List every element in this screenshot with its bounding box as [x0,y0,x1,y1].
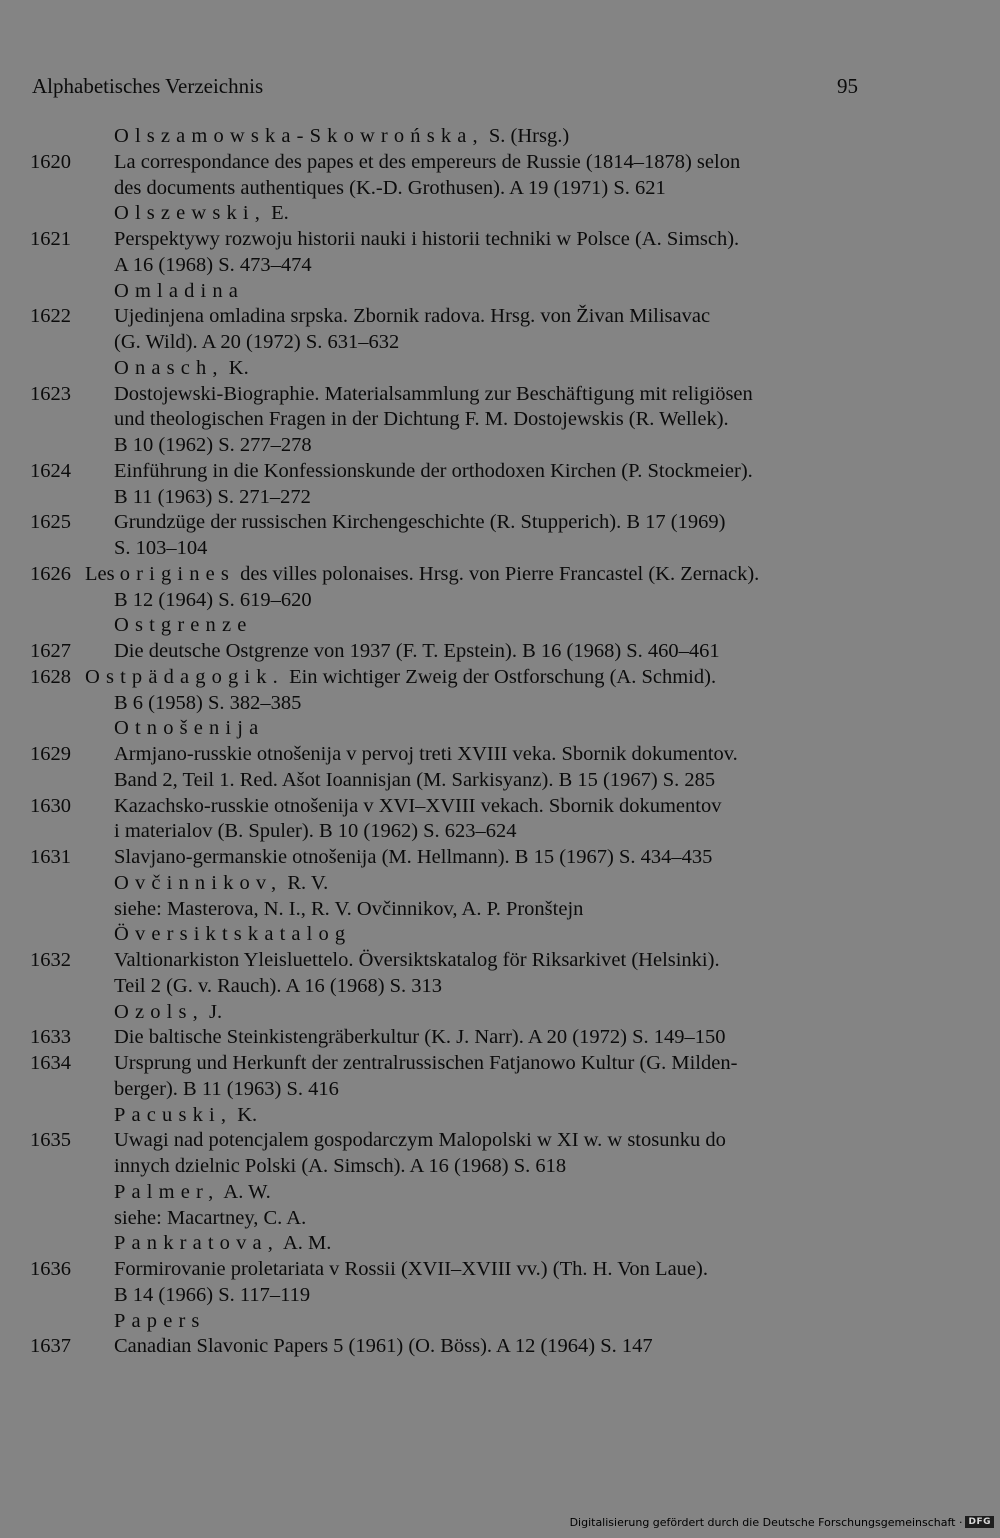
heading-keyword: Ostgrenze [114,614,253,637]
heading-keyword: Ovčinnikov, [114,871,283,894]
index-line [30,897,870,923]
entry-body: Dostojewski-Biographie. Materialsammlung zur Beschäftigung mit religiösen [114,382,753,405]
entry-body: Kazachsko-russkie otnošenija v XVI–XVIII vekach. Sbornik dokumentov [114,794,722,817]
index-line [30,304,870,330]
entry-number: 1630 [30,794,71,817]
entry-text [114,742,738,768]
index-line [30,768,870,794]
index-line [30,588,870,614]
entry-number: 1628 [30,665,71,688]
index-line [30,562,870,588]
page-number: 95 [837,74,858,98]
index-line [30,1025,870,1051]
entry-body: K. [223,356,249,379]
entry-number: 1621 [30,228,71,250]
entry-text [114,1180,271,1206]
entry-body: siehe: Macartney, C. A. [114,1206,307,1229]
entry-number: 1623 [30,382,71,405]
entry-body: E. [266,202,289,225]
index-line [30,150,870,176]
entry-text [114,1257,708,1283]
entry-text [114,253,312,279]
index-list [30,124,870,1360]
entry-text [114,794,721,820]
index-heading [30,1000,870,1026]
index-line [30,382,870,408]
entry-number: 1626 [30,562,71,585]
entry-number: 1625 [30,511,71,534]
index-line [30,176,870,202]
entry-number: 1635 [30,1129,71,1152]
entry-body: B 11 (1963) S. 271–272 [114,485,311,508]
index-line [30,1077,870,1103]
index-line [30,639,870,665]
entry-text [114,356,249,382]
entry-body: J. [203,1000,223,1023]
entry-body: Die baltische Steinkistengräberkultur (K. J. Narr). A 20 (1972) S. 149–150 [114,1026,726,1049]
entry-text [114,639,720,665]
index-line [30,459,870,485]
entry-text [114,871,328,897]
index-line [30,691,870,717]
entry-text [114,1025,725,1051]
index-line [30,1154,870,1180]
index-line [30,1051,870,1077]
index-line [30,433,870,459]
index-line [30,1257,870,1283]
entry-text [114,176,666,202]
entry-text [114,1283,310,1309]
entry-text [114,974,442,1000]
entry-body: Uwagi nad potencjalem gospodarczym Malopolski w XI w. w stosunku do [114,1129,726,1152]
entry-body: Ursprung und Herkunft der zentralrussischen Fatjanowo Kultur (G. Milden- [114,1052,738,1074]
entry-text [114,588,312,614]
entry-body: Canadian Slavonic Papers 5 (1961) (O. Böss). A 12 (1964) S. 147 [114,1335,653,1358]
entry-text [114,459,753,485]
running-title: Alphabetisches Verzeichnis [32,74,264,98]
heading-keyword: Ostpädagogik. [85,665,284,688]
entry-text [114,845,712,871]
entry-body: siehe: Masterova, N. I., R. V. Ovčinnikov, A. P. Pronštejn [114,897,584,920]
entry-text [114,691,301,717]
index-line [30,948,870,974]
entry-text [85,665,716,691]
entry-body: A. M. [279,1232,332,1255]
index-heading [30,1309,870,1335]
index-heading [30,613,870,639]
entry-body: K. [232,1103,258,1126]
entry-number: 1622 [30,305,71,328]
index-line [30,974,870,1000]
entry-body: B 14 (1966) S. 117–119 [114,1283,311,1306]
index-heading [30,124,870,150]
heading-keyword: Papers [114,1309,206,1332]
entry-number: 1627 [30,640,71,662]
index-heading [30,716,870,742]
heading-keyword: Översiktskatalog [114,923,352,946]
entry-text [114,922,351,948]
entry-body: des documents authentiques (K.-D. Grothusen). A 19 (1971) S. 621 [114,176,666,199]
entry-text [114,124,569,150]
entry-text [114,201,289,227]
index-line [30,819,870,845]
entry-number: 1637 [30,1335,71,1358]
page-header [32,74,858,104]
entry-text [114,1051,737,1077]
entry-body: Band 2, Teil 1. Red. Ašot Ioannisjan (M. Sarkisyanz). B 15 (1967) S. 285 [114,768,716,791]
entry-body: Einführung in die Konfessionskunde der orthodoxen Kirchen (P. Stockmeier). [114,459,753,482]
entry-text [114,1206,306,1232]
entry-text [114,948,720,974]
entry-text [114,1154,566,1180]
heading-keyword: Ozols, [114,1000,204,1023]
entry-text [114,510,725,536]
entry-text [114,716,264,742]
entry-text [114,1309,206,1335]
heading-keyword: Olszamowska-Skowrońska, [114,125,484,147]
index-line [30,330,870,356]
entry-text [114,227,739,253]
heading-keyword: Omladina [114,279,245,302]
entry-number: 1629 [30,743,71,765]
index-heading [30,1231,870,1257]
footer [570,1512,994,1532]
entry-body: Ein wichtiger Zweig der Ostforschung (A. Schmid). [283,665,717,688]
entry-body: S. 103–104 [114,537,208,559]
entry-body: R. V. [282,871,329,894]
entry-body: Armjano-russkie otnošenija v pervoj treti XVIII veka. Sbornik dokumentov. [114,743,738,765]
entry-number: 1620 [30,150,71,173]
entry-text [114,768,715,794]
index-line [30,742,870,768]
entry-body: Valtionarkiston Yleisluettelo. Översiktskatalog för Riksarkivet (Helsinki). [114,949,720,971]
entry-prefix: Les [85,562,120,585]
heading-keyword: Palmer, [114,1180,220,1203]
entry-text [114,1231,331,1257]
heading-keyword: Pankratova, [114,1232,279,1255]
entry-body: Perspektywy rozwoju historii nauki i historii techniki w Polsce (A. Simsch). [114,228,740,250]
index-heading [30,356,870,382]
entry-body: i materialov (B. Spuler). B 10 (1962) S. 623–624 [114,820,517,843]
entry-body: Slavjano-germanskie otnošenija (M. Hellmann). B 15 (1967) S. 434–435 [114,846,713,868]
entry-body: und theologischen Fragen in der Dichtung F. M. Dostojewskis (R. Wellek). [114,408,729,431]
entry-body: Die deutsche Ostgrenze von 1937 (F. T. Epstein). B 16 (1968) S. 460–461 [114,640,720,662]
entry-body: S. (Hrsg.) [483,125,570,147]
heading-keyword: Otnošenija [114,717,265,740]
entry-number: 1633 [30,1026,71,1049]
index-line [30,510,870,536]
index-line [30,253,870,279]
index-heading [30,1180,870,1206]
entry-text [114,382,753,408]
entry-text [114,536,207,562]
heading-keyword: origines [119,562,235,585]
entry-text [114,407,729,433]
entry-text [114,1334,653,1360]
heading-keyword: Onasch, [114,356,224,379]
index-line [30,1128,870,1154]
index-line [30,1206,870,1232]
entry-text [114,1128,726,1154]
index-line [30,665,870,691]
index-heading [30,1103,870,1129]
index-line [30,1283,870,1309]
index-heading [30,201,870,227]
entry-text [114,485,311,511]
entry-body: Teil 2 (G. v. Rauch). A 16 (1968) S. 313 [114,974,443,997]
entry-body: berger). B 11 (1963) S. 416 [114,1077,339,1100]
index-heading [30,279,870,305]
entry-body: des villes polonaises. Hrsg. von Pierre Francastel (K. Zernack). [234,562,760,585]
entry-number: 1634 [30,1052,71,1074]
entry-text [85,562,759,588]
entry-body: B 10 (1962) S. 277–278 [114,434,312,456]
entry-text [114,897,583,923]
index-line [30,485,870,511]
entry-text [114,1000,222,1026]
entry-body: A. W. [219,1180,271,1203]
entry-text [114,1077,339,1103]
index-line [30,536,870,562]
entry-text [114,819,517,845]
entry-number: 1624 [30,459,71,482]
entry-body: Ujedinjena omladina srpska. Zbornik radova. Hrsg. von Živan Milisavac [114,305,711,328]
entry-text [114,330,399,356]
entry-body: Formirovanie proletariata v Rossii (XVII–XVIII vv.) (Th. H. Von Laue). [114,1258,708,1280]
entry-body: La correspondance des papes et des empereurs de Russie (1814–1878) selon [114,150,741,173]
index-line [30,1334,870,1360]
entry-body: (G. Wild). A 20 (1972) S. 631–632 [114,331,400,353]
index-heading [30,922,870,948]
index-line [30,845,870,871]
heading-keyword: Pacuski, [114,1103,233,1126]
entry-text [114,433,312,459]
entry-text [114,304,710,330]
entry-number: 1632 [30,949,71,971]
entry-number: 1636 [30,1258,71,1280]
entry-text [114,150,740,176]
entry-body: innych dzielnic Polski (A. Simsch). A 16 (1968) S. 618 [114,1155,567,1177]
index-heading [30,871,870,897]
entry-text [114,1103,257,1129]
entry-body: B 12 (1964) S. 619–620 [114,588,312,611]
index-line [30,407,870,433]
heading-keyword: Olszewski, [114,202,267,225]
entry-text [114,279,244,305]
entry-body: A 16 (1968) S. 473–474 [114,253,312,276]
entry-body: B 6 (1958) S. 382–385 [114,691,302,714]
dfg-logo: DFG [965,1516,994,1528]
index-line [30,794,870,820]
entry-number: 1631 [30,846,71,868]
index-line [30,227,870,253]
entry-body: Grundzüge der russischen Kirchengeschichte (R. Stupperich). B 17 (1969) [114,511,726,534]
entry-text [114,613,252,639]
footer-text: Digitalisierung gefördert durch die Deutsche Forschungsgemeinschaft · [569,1515,963,1529]
